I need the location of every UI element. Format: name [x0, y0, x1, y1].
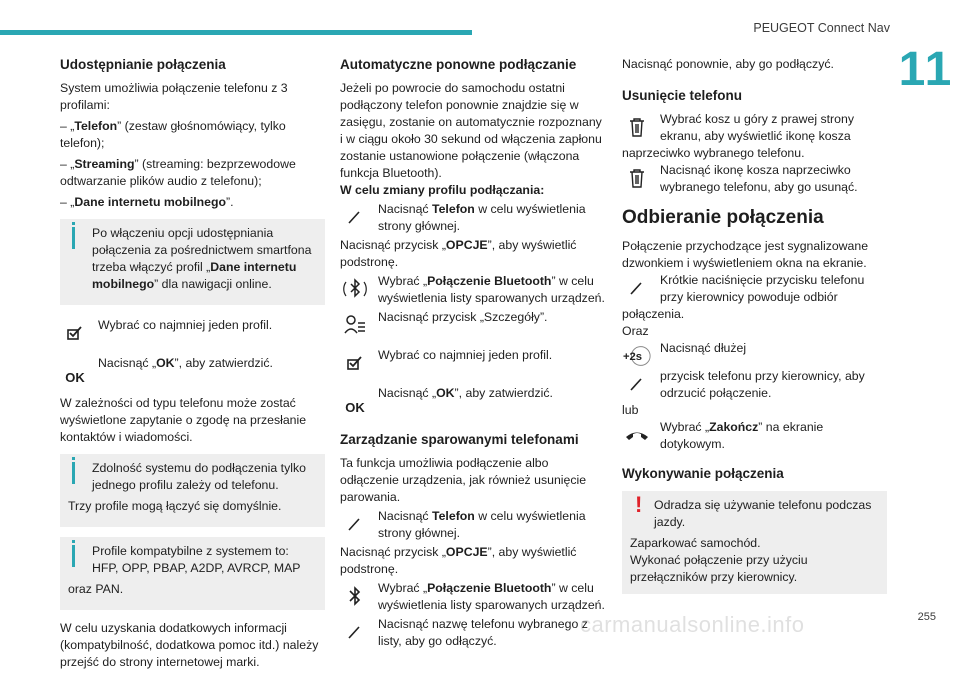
pencil-icon — [622, 274, 652, 302]
ok-icon: OK — [65, 369, 85, 385]
heading-manage-phones: Zarządzanie sparowanymi telefonami — [340, 432, 579, 447]
manual-title: PEUGEOT Connect Nav — [753, 21, 890, 35]
step-trash: Nacisnąć ikonę kosza naprzeciwko wybranego telefonu, aby go usunąć. — [622, 162, 887, 196]
step-confirm-ok: OK Nacisnąć „OK”, aby zatwierdzić. — [60, 355, 325, 385]
paragraph: Nacisnąć przycisk „OPCJE”, aby wyświetlić podstronę. — [340, 545, 577, 576]
step-short-press: Krótkie naciśnięcie przycisku telefonu przy kierownicy powoduje odbiór — [622, 272, 887, 306]
header-accent-bar — [0, 30, 472, 35]
step-phone: Nacisnąć Telefon w celu wyświetlenia strony głównej. — [340, 201, 605, 235]
column-2 — [340, 56, 605, 652]
paragraph: Nacisnąć przycisk „OPCJE”, aby wyświetlić podstronę. — [340, 238, 577, 269]
step-select-profile: Wybrać co najmniej jeden profil. — [340, 347, 605, 377]
step-phone: Nacisnąć Telefon w celu wyświetlenia strony głównej. — [340, 508, 605, 542]
step-confirm-ok: OK Nacisnąć „OK”, aby zatwierdzić. — [340, 385, 605, 415]
paragraph: W celu uzyskania dodatkowych informacji (kompatybilność, dodatkowa pomoc itd.) należy przejść do strony internetowej marki. — [60, 621, 319, 669]
long-press-2s-icon — [622, 342, 652, 370]
paragraph: Ta funkcja umożliwia podłączenie albo odłączenie urządzenia, jak również usunięcie parowania. — [340, 456, 587, 504]
paragraph: System umożliwia połączenie telefonu z 3 profilami: — [60, 81, 288, 112]
column-3: Nacisnąć ponownie, aby go podłączyć. Usunięcie telefonu Wybrać kosz u góry z prawej strony ekranu, aby wyświetlić ikonę kosza naprzeciwko wybranego telefonu. Nacisnąć ikonę kosza naprzeciwko wybranego telefonu, aby go usunąć. Odbieranie połączenia Połączenie przychodzące jest sygnalizowane dzwonkiem i wyświetleniem okna na ekranie. Krótkie naciśnięcie przycisku telefonu przy kierownicy powoduje odbiór połączenia. Oraz +2s Nacisnąć dłużej przycisk telefonu przy kierownicy, aby odrzucić połączenie. lub Wybrać „Zakończ” na ekranie dotykowym. Wykonywanie połączenia ! Odradza się używanie telefonu podczas jazdy. Zaparkować samochód. Wykonać połączenie przy użyciu przełączników przy kierownicy. — [622, 56, 887, 604]
list-item: – „Dane internetu mobilnego”. — [60, 195, 234, 209]
step-long-press: +2s Nacisnąć dłużej — [622, 340, 887, 366]
info-box: Zdolność systemu do podłączenia tylko jednego profilu zależy od telefonu. Trzy profile mogą łączyć się domyślnie. — [60, 454, 325, 527]
step-disconnect: Nacisnąć nazwę telefonu wybranego z listy, aby go odłączyć. — [340, 616, 605, 650]
paragraph: Jeżeli po powrocie do samochodu ostatni podłączony telefon ponownie znajdzie się w zasięgu, zostanie on automatycznie rozpoznany i w ciągu około 30 sekund od włączenia zapłonu zostanie ustanowione połączenie (włączona funkcja Bluetooth). — [340, 81, 602, 180]
ok-icon: OK — [345, 399, 365, 415]
paragraph: Połączenie przychodzące jest sygnalizowane dzwonkiem i wyświetleniem okna na ekranie. — [622, 239, 869, 270]
pencil-icon — [340, 510, 370, 538]
page-number: 255 — [917, 611, 936, 623]
info-icon — [72, 540, 75, 543]
step-bluetooth: Wybrać „Połączenie Bluetooth” w celu wyświetlenia listy sparowanych urządzeń. — [340, 580, 605, 614]
step-details: Nacisnąć przycisk „Szczegóły”. — [340, 309, 605, 335]
paragraph: Nacisnąć ponownie, aby go podłączyć. — [622, 57, 834, 71]
step-reject: przycisk telefonu przy kierownicy, aby odrzucić połączenie. — [622, 368, 887, 402]
info-box: Profile kompatybilne z systemem to: HFP, OPP, PBAP, A2DP, AVRCP, MAP oraz PAN. — [60, 537, 325, 610]
pencil-icon — [622, 370, 652, 398]
paragraph: W zależności od typu telefonu może zostać wyświetlone zapytanie o zgodę na przesłanie kontaktów i wiadomości. — [60, 396, 307, 444]
step-trash: Wybrać kosz u góry z prawej strony ekranu, aby wyświetlić ikonę kosza — [622, 111, 887, 145]
pencil-icon — [340, 618, 370, 646]
checkbox-check-icon — [60, 319, 90, 347]
pencil-icon — [340, 203, 370, 231]
trash-icon — [622, 164, 652, 192]
heading-sharing: Udostępnianie połączenia — [60, 57, 226, 72]
list-item: – „Telefon” (zestaw głośnomówiący, tylko telefon); — [60, 119, 286, 150]
svg-text:+2s: +2s — [622, 350, 643, 363]
warning-box: ! Odradza się używanie telefonu podczas jazdy. Zaparkować samochód. Wykonać połączenie przy użyciu przełączników przy kierownicy. — [622, 491, 887, 594]
info-icon — [72, 222, 75, 225]
step-bluetooth-settings: Wybrać „Połączenie Bluetooth” w celu wyświetlenia listy sparowanych urządzeń. — [340, 273, 605, 307]
paragraph: naprzeciwko wybranego telefonu. — [622, 146, 805, 160]
column-1 — [60, 56, 325, 675]
heading-auto-reconnect: Automatyczne ponowne podłączanie — [340, 57, 577, 72]
paragraph-bold: W celu zmiany profilu podłączania: — [340, 183, 545, 197]
list-item: – „Streaming” (streaming: bezprzewodowe odtwarzanie plików audio z telefonu); — [60, 157, 296, 188]
bluetooth-touch-icon — [340, 275, 370, 303]
heading-make-call: Wykonywanie połączenia — [622, 466, 784, 481]
heading-delete-phone: Usunięcie telefonu — [622, 88, 743, 103]
watermark: carmanualsonline.info — [580, 612, 805, 637]
step-end-call: Wybrać „Zakończ” na ekranie dotykowym. — [622, 419, 887, 453]
info-icon — [72, 457, 75, 460]
warning-icon: ! — [635, 492, 643, 517]
step-select-profile: Wybrać co najmniej jeden profil. — [60, 317, 325, 347]
info-box: Po włączeniu opcji udostępniania połączenia za pośrednictwem smartfona trzeba włączyć profil „Dane internetu mobilnego” dla nawigacji online. — [60, 219, 325, 305]
chapter-number: 11 — [898, 43, 954, 96]
heading-receive-call: Odbieranie połączenia — [622, 207, 824, 228]
checkbox-check-icon — [340, 349, 370, 377]
hang-up-icon — [622, 421, 652, 449]
details-list-icon — [340, 311, 370, 339]
bluetooth-icon — [340, 582, 370, 610]
trash-icon — [622, 113, 652, 141]
